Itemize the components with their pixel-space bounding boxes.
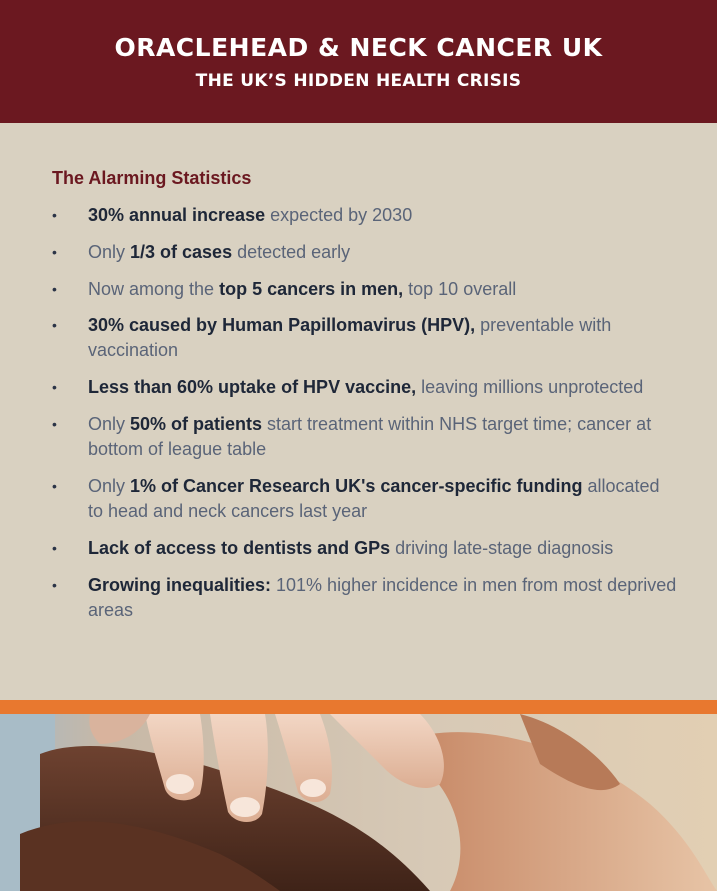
statistics-list — [0, 203, 717, 623]
stat-text: preventable with vaccination — [88, 315, 612, 360]
stat-text: start treatment within NHS target time; cancer at bottom of league table — [88, 414, 652, 459]
stat-bold: 1% of Cancer Research UK's cancer-specific funding — [130, 476, 583, 496]
list-item — [0, 474, 717, 524]
bullet-icon: • — [52, 207, 57, 223]
stat-bold: top 5 cancers in men, — [219, 279, 404, 299]
list-item — [0, 536, 717, 561]
header-banner — [0, 0, 717, 123]
page-subtitle: THE UK’S HIDDEN HEALTH CRISIS — [195, 71, 522, 91]
stat-text: allocated to head and neck cancers last year — [88, 476, 660, 521]
stat-bold: Growing inequalities: — [88, 575, 272, 595]
stat-text-pre: Now among the — [88, 279, 220, 299]
stat-bold: 30% caused by Human Papillomavirus (HPV), — [88, 315, 476, 335]
stat-text-pre: Only — [88, 476, 131, 496]
bullet-icon: • — [52, 281, 57, 297]
holding-hands-photo — [0, 714, 717, 891]
list-item — [0, 277, 717, 302]
accent-divider — [0, 700, 717, 714]
stat-bold: Less than 60% uptake of HPV vaccine, — [88, 377, 417, 397]
stat-bold: 50% of patients — [130, 414, 263, 434]
stat-text: leaving millions unprotected — [416, 377, 644, 397]
stat-text: top 10 overall — [403, 279, 517, 299]
list-item — [0, 412, 717, 462]
bullet-icon: • — [52, 577, 57, 593]
stat-text: 101% higher incidence in men from most deprived areas — [88, 575, 677, 620]
list-item — [0, 573, 717, 623]
stat-text: expected by 2030 — [265, 205, 413, 225]
stat-bold: 1/3 of cases — [130, 242, 233, 262]
page-title: ORACLEHEAD & NECK CANCER UK — [114, 33, 603, 62]
content-area — [0, 123, 717, 701]
section-title: The Alarming Statistics — [52, 168, 252, 188]
bullet-icon: • — [52, 379, 57, 395]
stat-text-pre: Only — [88, 242, 131, 262]
list-item — [0, 375, 717, 400]
stat-text: driving late-stage diagnosis — [390, 538, 614, 558]
stat-text: detected early — [232, 242, 351, 262]
bullet-icon: • — [52, 540, 57, 556]
bullet-icon: • — [52, 244, 57, 260]
list-item — [0, 240, 717, 265]
bullet-icon: • — [52, 416, 57, 432]
bullet-icon: • — [52, 317, 57, 333]
bullet-icon: • — [52, 478, 57, 494]
list-item — [0, 313, 717, 363]
stat-text-pre: Only — [88, 414, 131, 434]
list-item — [0, 203, 717, 228]
stat-bold: 30% annual increase — [88, 205, 266, 225]
stat-bold: Lack of access to dentists and GPs — [88, 538, 391, 558]
